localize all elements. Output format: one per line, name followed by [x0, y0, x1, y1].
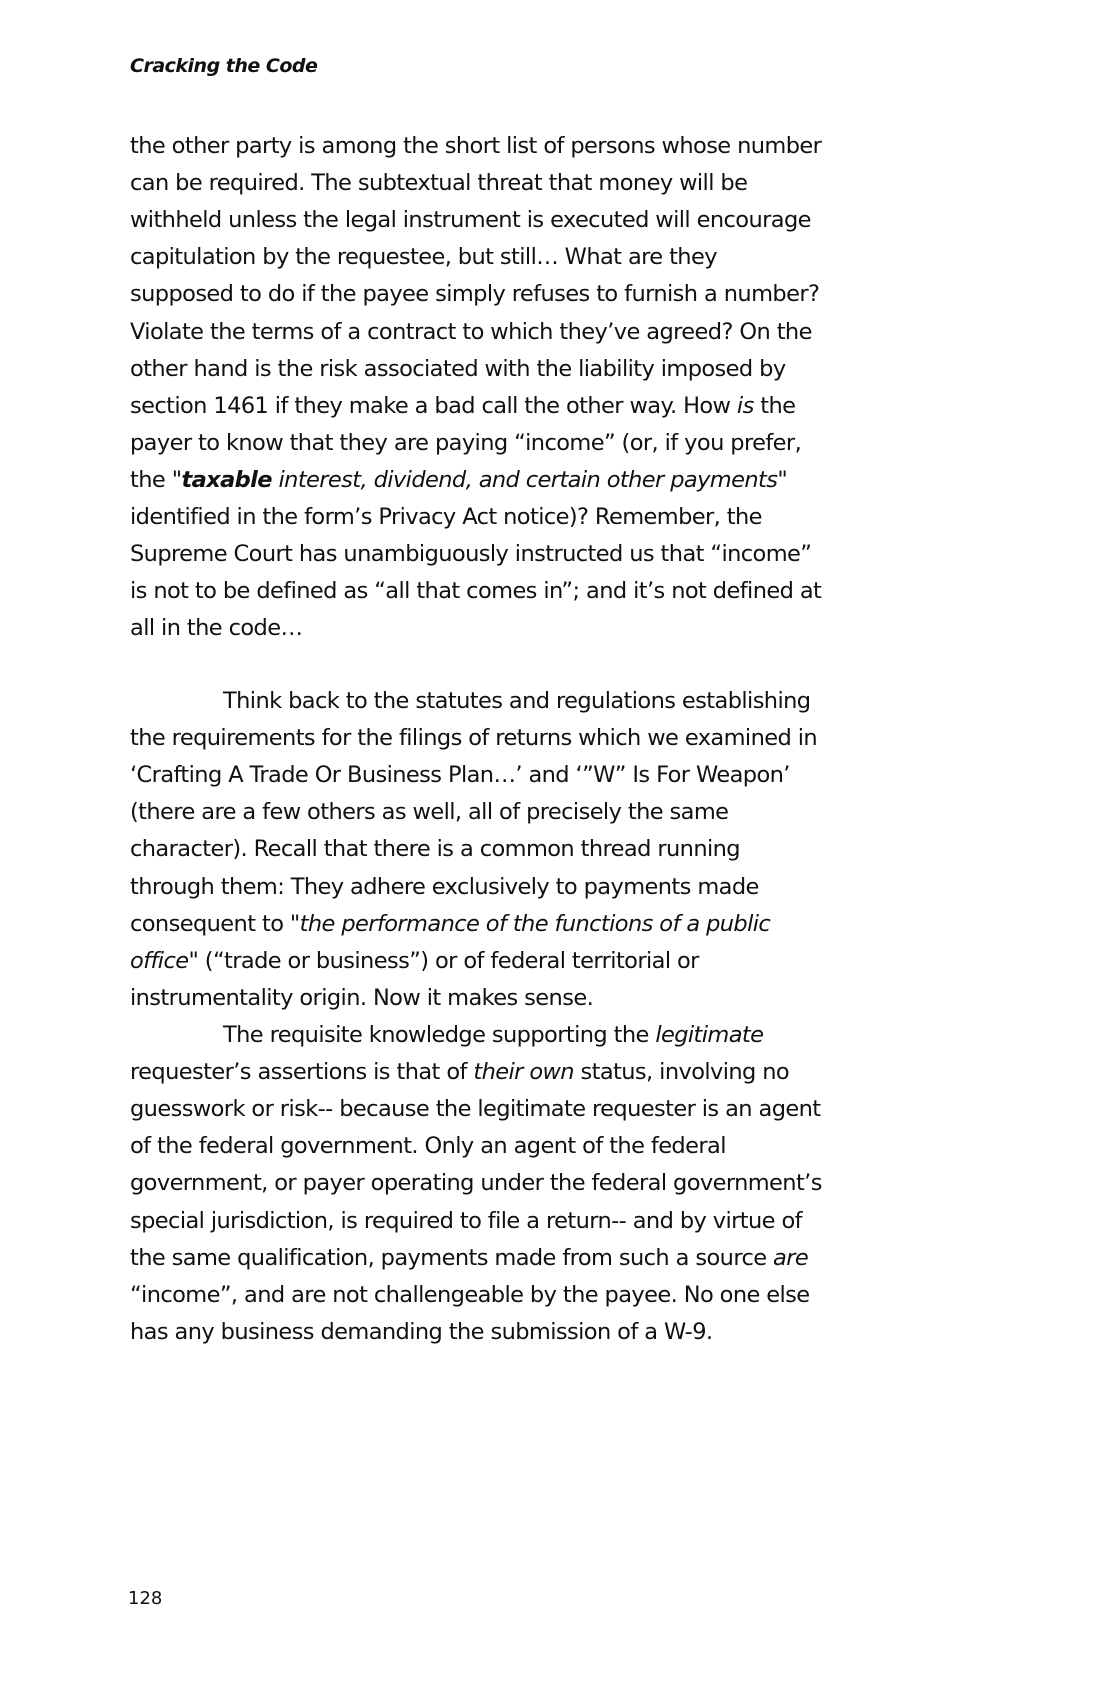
text-line: section 1461 if they make a bad call the other way. How is the [130, 392, 796, 419]
text-line: The requisite knowledge supporting the legitimate [223, 1022, 764, 1048]
text-line: guesswork or risk-- because the legitimate requester is an agent [130, 1096, 821, 1123]
text-line: the "taxable interest, dividend, and certain other payments" [130, 466, 788, 493]
emphasis-text: " [171, 466, 182, 493]
text-line: other hand is the risk associated with the liability imposed by [130, 355, 786, 382]
text-line: all in the code… [130, 615, 303, 642]
emphasis-text: office" [130, 947, 199, 974]
running-header-title: Cracking the Code [130, 55, 318, 77]
text-line: the same qualification, payments made from such a source are [130, 1244, 809, 1271]
text-line: special jurisdiction, is required to file a return-- and by virtue of [130, 1207, 802, 1234]
text-line: has any business demanding the submission of a W-9. [130, 1318, 713, 1345]
text-line: government, or payer operating under the federal government’s [130, 1170, 822, 1197]
text-line: identified in the form’s Privacy Act notice)? Remember, the [130, 504, 762, 530]
text-line: is not to be defined as “all that comes in”; and it’s not defined at [130, 578, 822, 605]
emphasis-text: interest, dividend, and certain other payments" [271, 466, 788, 493]
emphasis-text: is [736, 392, 754, 419]
text-line: Think back to the statutes and regulations establishing [223, 688, 811, 714]
text-line: requester’s assertions is that of their own status, involving no [130, 1059, 790, 1086]
text-line: capitulation by the requestee, but still… What are they [130, 244, 717, 271]
text-line: character). Recall that there is a common thread running [130, 836, 740, 863]
text-line: ‘Crafting A Trade Or Business Plan…’ and ‘”W” Is For Weapon’ [130, 762, 790, 789]
emphasis-text: are [773, 1244, 809, 1271]
text-line: (there are a few others as well, all of precisely the same [130, 799, 729, 826]
text-line: can be required. The subtextual threat that money will be [130, 170, 748, 197]
text-line: consequent to "the performance of the functions of a public [130, 910, 771, 937]
text-line: withheld unless the legal instrument is executed will encourage [130, 207, 811, 234]
text-line: office" (“trade or business”) or of federal territorial or [130, 947, 699, 974]
text-line: Violate the terms of a contract to which they’ve agreed? On the [130, 318, 812, 345]
text-line: the requirements for the filings of returns which we examined in [130, 725, 818, 752]
text-line: instrumentality origin. Now it makes sense. [130, 984, 594, 1011]
page-number: 128 [128, 1588, 163, 1609]
text-line: of the federal government. Only an agent of the federal [130, 1133, 726, 1160]
text-line: the other party is among the short list of persons whose number [130, 133, 822, 159]
text-line: through them: They adhere exclusively to payments made [130, 873, 759, 900]
text-line: supposed to do if the payee simply refuses to furnish a number? [130, 281, 820, 308]
emphasis-text: their own [473, 1059, 574, 1086]
text-line: “income”, and are not challengeable by the payee. No one else [130, 1281, 810, 1308]
text-line: Supreme Court has unambiguously instructed us that “income” [130, 541, 812, 568]
text-line: payer to know that they are paying “income” (or, if you prefer, [130, 429, 802, 456]
emphasis-text: "the performance of the functions of a public [289, 910, 771, 937]
emphasis-text: legitimate [655, 1022, 764, 1048]
strong-emphasis-text: taxable [181, 466, 272, 493]
